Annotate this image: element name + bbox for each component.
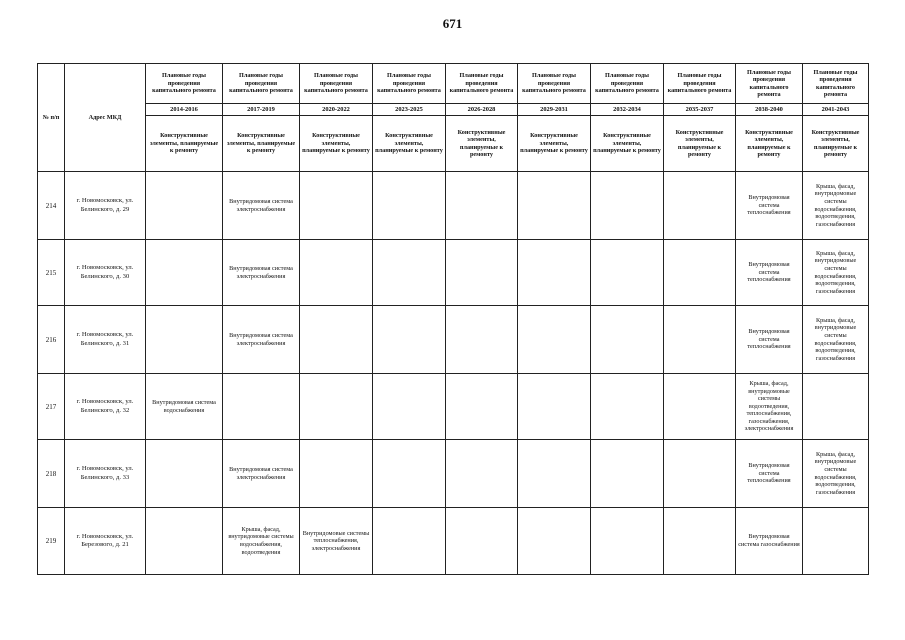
planned-work-cell [591,440,664,508]
header-number: № п/п [38,64,65,172]
header-elements: Конструктивные элементы, планируемые к ремонту [518,116,591,172]
planned-work-cell [373,508,446,575]
planned-work-cell [591,374,664,440]
planned-work-cell [591,172,664,240]
planned-work-cell: Внутридомовая система газоснабжения [736,508,803,575]
planned-work-cell [518,508,591,575]
planned-work-cell: Крыша, фасад, внутридомовые системы водоснабжения, водоотведения, газоснабжения [803,240,869,306]
header-period: 2035-2037 [664,104,736,116]
planned-work-cell: Крыша, фасад, внутридомовые системы водоснабжения, водоотведения, газоснабжения [803,440,869,508]
planned-work-cell: Внутридомовая система электроснабжения [223,440,300,508]
row-address: г. Новомосковск, ул. Белинского, д. 32 [65,374,146,440]
row-address: г. Новомосковск, ул. Белинского, д. 33 [65,440,146,508]
planned-work-cell [300,240,373,306]
planned-work-cell [146,240,223,306]
header-period: 2020-2022 [300,104,373,116]
capital-repair-schedule-table [37,63,869,575]
table-body [38,172,869,575]
row-number: 215 [38,240,65,306]
planned-work-cell [664,240,736,306]
planned-work-cell [518,306,591,374]
row-address: г. Новомосковск, ул. Белинского, д. 30 [65,240,146,306]
planned-work-cell [518,172,591,240]
header-planned-years: Плановые годы проведения капитального ремонта [664,64,736,104]
planned-work-cell [146,306,223,374]
planned-work-cell [146,172,223,240]
header-elements: Конструктивные элементы, планируемые к ремонту [300,116,373,172]
planned-work-cell: Внутридомовые системы теплоснабжения, электроснабжения [300,508,373,575]
planned-work-cell [446,306,518,374]
planned-work-cell [373,172,446,240]
planned-work-cell [446,508,518,575]
planned-work-cell [518,240,591,306]
header-period: 2026-2028 [446,104,518,116]
planned-work-cell: Внутридомовая система теплоснабжения [736,240,803,306]
planned-work-cell: Внутридомовая система электроснабжения [223,240,300,306]
planned-work-cell [803,374,869,440]
planned-work-cell [591,240,664,306]
table-header [38,64,869,172]
row-number: 217 [38,374,65,440]
planned-work-cell [446,240,518,306]
planned-work-cell [373,306,446,374]
planned-work-cell: Крыша, фасад, внутридомовые системы водоснабжения, водоотведения, газоснабжения [803,172,869,240]
row-address: г. Новомосковск, ул. Березового, д. 21 [65,508,146,575]
header-elements: Конструктивные элементы, планируемые к ремонту [146,116,223,172]
planned-work-cell [664,306,736,374]
planned-work-cell: Крыша, фасад, внутридомовые системы водоснабжения, водоотведения, газоснабжения [803,306,869,374]
row-address: г. Новомосковск, ул. Белинского, д. 31 [65,306,146,374]
planned-work-cell: Внутридомовая система водоснабжения [146,374,223,440]
header-planned-years: Плановые годы проведения капитального ремонта [736,64,803,104]
header-planned-years: Плановые годы проведения капитального ремонта [446,64,518,104]
header-elements: Конструктивные элементы, планируемые к ремонту [803,116,869,172]
table-row [38,240,869,306]
table-row [38,306,869,374]
planned-work-cell: Крыша, фасад, внутридомовые системы водоснабжения, водоотведения [223,508,300,575]
planned-work-cell [373,440,446,508]
planned-work-cell: Внутридомовая система электроснабжения [223,172,300,240]
planned-work-cell [591,306,664,374]
planned-work-cell: Внутридомовая система теплоснабжения [736,172,803,240]
planned-work-cell [446,172,518,240]
header-period: 2038-2040 [736,104,803,116]
table-row [38,374,869,440]
header-planned-years: Плановые годы проведения капитального ремонта [518,64,591,104]
header-planned-years: Плановые годы проведения капитального ремонта [591,64,664,104]
header-address: Адрес МКД [65,64,146,172]
header-period: 2029-2031 [518,104,591,116]
planned-work-cell [223,374,300,440]
header-period: 2041-2043 [803,104,869,116]
planned-work-cell [146,440,223,508]
planned-work-cell [300,306,373,374]
planned-work-cell [803,508,869,575]
planned-work-cell [446,440,518,508]
header-period: 2017-2019 [223,104,300,116]
planned-work-cell [446,374,518,440]
planned-work-cell: Крыша, фасад, внутридомовые системы водоотведения, теплоснабжения, газоснабжения, электроснабжения [736,374,803,440]
planned-work-cell [300,374,373,440]
header-planned-years: Плановые годы проведения капитального ремонта [146,64,223,104]
planned-work-cell [518,374,591,440]
header-elements: Конструктивные элементы, планируемые к ремонту [223,116,300,172]
header-planned-years: Плановые годы проведения капитального ремонта [803,64,869,104]
header-planned-years: Плановые годы проведения капитального ремонта [223,64,300,104]
header-period: 2014-2016 [146,104,223,116]
row-number: 216 [38,306,65,374]
planned-work-cell [664,172,736,240]
row-address: г. Новомосковск, ул. Белинского, д. 29 [65,172,146,240]
table-row [38,508,869,575]
planned-work-cell [591,508,664,575]
page-number: 671 [442,16,463,31]
table-row [38,172,869,240]
planned-work-cell [373,374,446,440]
header-planned-years: Плановые годы проведения капитального ремонта [373,64,446,104]
table-row [38,440,869,508]
header-elements: Конструктивные элементы, планируемые к ремонту [664,116,736,172]
planned-work-cell: Внутридомовая система электроснабжения [223,306,300,374]
row-number: 214 [38,172,65,240]
header-period: 2032-2034 [591,104,664,116]
planned-work-cell: Внутридомовая система теплоснабжения [736,440,803,508]
row-number: 218 [38,440,65,508]
planned-work-cell [664,440,736,508]
header-elements: Конструктивные элементы, планируемые к ремонту [736,116,803,172]
header-elements: Конструктивные элементы, планируемые к ремонту [446,116,518,172]
planned-work-cell [146,508,223,575]
header-planned-years: Плановые годы проведения капитального ремонта [300,64,373,104]
planned-work-cell [373,240,446,306]
planned-work-cell: Внутридомовая система теплоснабжения [736,306,803,374]
planned-work-cell [300,172,373,240]
row-number: 219 [38,508,65,575]
planned-work-cell [664,374,736,440]
header-period: 2023-2025 [373,104,446,116]
planned-work-cell [518,440,591,508]
header-elements: Конструктивные элементы, планируемые к ремонту [373,116,446,172]
header-elements: Конструктивные элементы, планируемые к ремонту [591,116,664,172]
planned-work-cell [300,440,373,508]
planned-work-cell [664,508,736,575]
